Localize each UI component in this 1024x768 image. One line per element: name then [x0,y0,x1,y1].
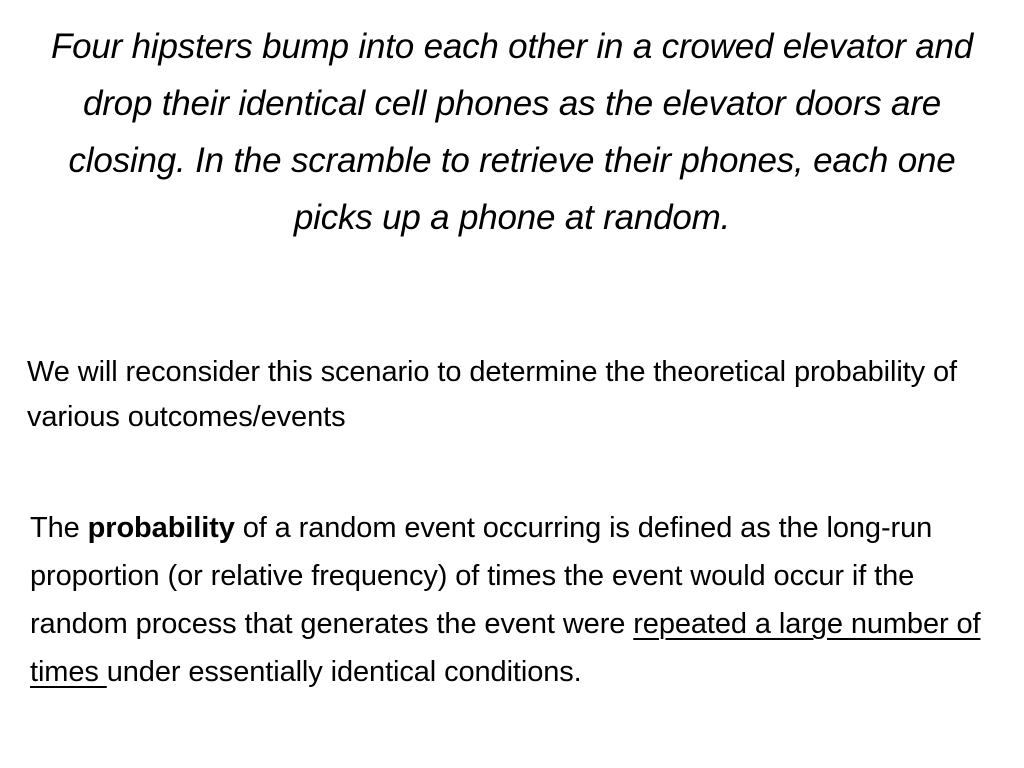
slide-title: Four hipsters bump into each other in a crowed elevator and drop their identical cell phones as the elevator doors are closing. In the scramble to retrieve their phones, each one picks up a phone at random. [50,27,974,237]
definition-middle: of a random event occurring is defined as the long-run proportion (or relative frequency) of times the event would occur if the random process that generates the event were [30,512,933,640]
intro-paragraph: We will reconsider this scenario to determine the theoretical probability of various outcomes/events [27,356,957,433]
definition-prefix: The [30,512,88,544]
definition-suffix: under essentially identical conditions. [106,656,582,688]
definition-paragraph [30,504,1010,696]
definition-blank-answer: repeated a large number of times [30,608,981,688]
definition-term: probability [87,512,235,544]
